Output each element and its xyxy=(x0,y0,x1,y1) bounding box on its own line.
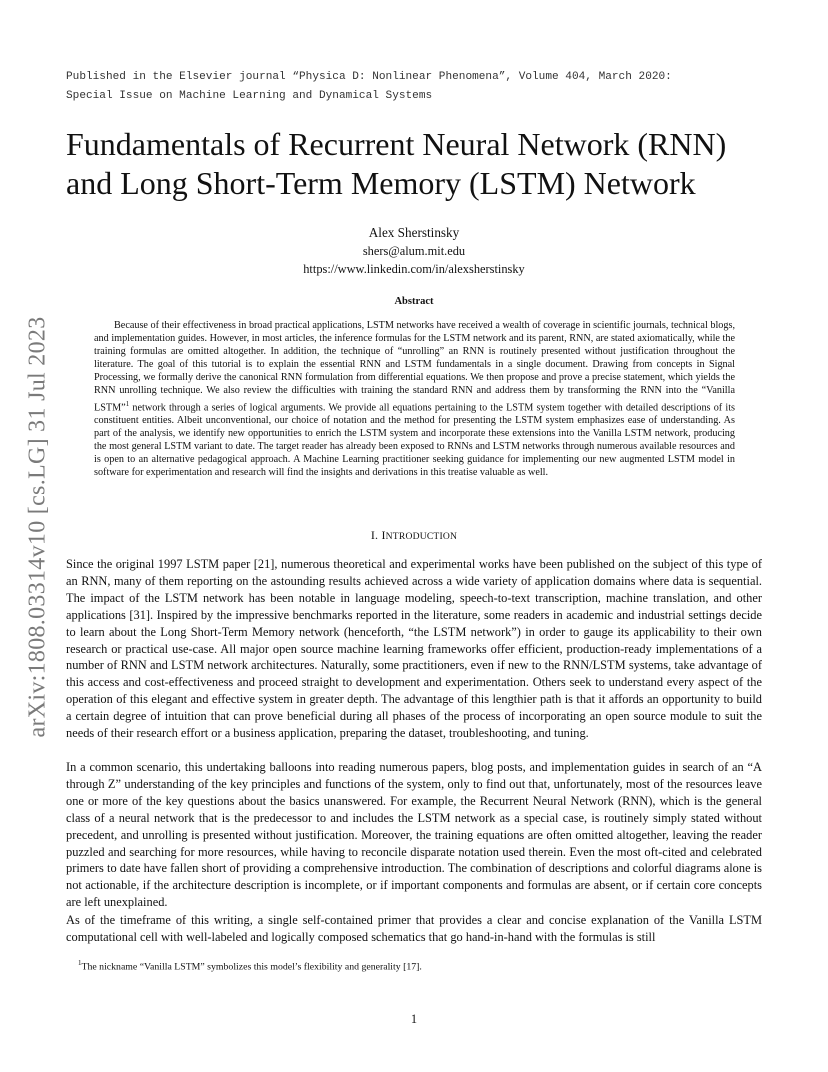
abstract-body xyxy=(94,319,735,480)
section-title-initial: I xyxy=(381,528,386,542)
body-paragraph: In a common scenario, this undertaking balloons into reading numerous papers, blog posts, and implementation guides in search of an “A through Z” understanding of the key principles and functions of the system, only to find out that, unfortunately, most of the resources leave one or more of the key questions about the basics unanswered. For example, the Recurrent Neural Network (RNN), which is the general class of a neural network that is the predecessor to and includes the LSTM network as a special case, is routinely simply stated without precedent, and unrolling is presented without justification. Moreover, the training equations are often omitted altogether, leaving the reader puzzled and searching for more resources, while having to reconcile disparate notation used therein. Even the most oft-cited and celebrated primers to date have fallen short of providing a comprehensive introduction. The combination of descriptions and colorful diagrams alone is not actionable, if the architecture description is incomplete, or if important components and formulas are absent, or if certain core concepts are left unexplained. xyxy=(66,760,762,910)
page-number: 1 xyxy=(410,1012,418,1026)
footnote xyxy=(78,957,768,973)
paper-title-line-2: and Long Short-Term Memory (LSTM) Network xyxy=(66,165,696,201)
author-profile-link[interactable]: https://www.linkedin.com/in/alexsherstinsky xyxy=(303,262,525,276)
journal-publication-note xyxy=(66,68,766,106)
footnote-marker: 1 xyxy=(78,959,82,967)
section-number: I. xyxy=(370,528,379,542)
author-name: Alex Sherstinsky xyxy=(368,225,460,240)
abstract-text-part-1: Because of their effectiveness in broad practical applications, LSTM networks have received a wealth of coverage in scientific journals, technical blogs, and implementation guides. However, in most articles, the inference formulas for the LSTM network and its parent, RNN, are stated axiomatically, while the training formulas are omitted altogether. In addition, the technique of “unrolling” an RNN is routinely presented without justification throughout the literature. The goal of this tutorial is to explain the essential RNN and LSTM fundamentals in a single document. Drawing from concepts in Signal Processing, we formally derive the canonical RNN formulation from differential equations. We then propose and prove a precise statement, which yields the RNN unrolling technique. We also review the difficulties with training the standard RNN and address them by transforming the RNN into the “Vanilla LSTM” xyxy=(94,320,735,413)
arxiv-identifier-stamp: arXiv:1808.03314v10 [cs.LG] 31 Jul 2023 xyxy=(24,316,51,738)
body-paragraph: Since the original 1997 LSTM paper [21], numerous theoretical and experimental works have been published on the subject of this type of an RNN, many of them reporting on the astounding results achieved across a wide variety of application domains where data is sequential. The impact of the LSTM network has been notable in language modeling, speech-to-text transcription, machine translation, and other applications [31]. Inspired by the impressive benchmarks reported in the literature, some readers in academic and industrial settings decide to learn about the Long Short-Term Memory network (henceforth, “the LSTM network”) in order to gauge its applicability to their own research or practical use-case. All major open source machine learning frameworks offer efficient, production-ready implementations of a number of RNN and LSTM network architectures. Naturally, some practitioners, even if new to the RNN/LSTM systems, take advantage of this access and cost-effectiveness and proceed straight to development and experimentation. Others seek to understand every aspect of the operation of this elegant and effective system in greater depth. The advantage of this lengthier path is that it affords an opportunity to build a certain degree of intuition that can prove beneficial during all phases of the process of incorporating an open source module to suit the needs of their research effort or a business application, preparing the dataset, troubleshooting, and tuning. xyxy=(66,557,762,741)
paper-title-line-1: Fundamentals of Recurrent Neural Network (RNN) xyxy=(66,126,727,162)
author-email[interactable]: shers@alum.mit.edu xyxy=(362,244,466,258)
journal-note-line-1: Published in the Elsevier journal “Physica D: Nonlinear Phenomena”, Volume 404, March 2020: xyxy=(66,71,672,83)
section-title xyxy=(381,528,457,542)
section-title-rest: NTRODUCTION xyxy=(385,531,458,542)
footnote-text: The nickname “Vanilla LSTM” symbolizes this model’s flexibility and generality [17]. xyxy=(81,961,422,973)
journal-note-line-2: Special Issue on Machine Learning and Dynamical Systems xyxy=(66,90,433,102)
abstract-text-part-2: network through a series of logical arguments. We provide all equations pertaining to the LSTM system together with detailed descriptions of its constituent entities. Albeit unconventional, our choice of notation and the method for presenting the LSTM system emphasizes ease of understanding. As part of the analysis, we identify new opportunities to enrich the LSTM system and incorporate these extensions into the Vanilla LSTM network, producing the most general LSTM variant to date. The target reader has already been exposed to RNNs and LSTM networks through numerous available resources and is open to an alternative pedagogical approach. A Machine Learning practitioner seeking guidance for implementing our new augmented LSTM model in software for experimentation and research will find the insights and derivations in this treatise valuable as well. xyxy=(94,401,735,479)
abstract-heading: Abstract xyxy=(394,296,434,307)
section-heading-introduction xyxy=(214,528,614,543)
body-paragraph: As of the timeframe of this writing, a single self-contained primer that provides a clear and concise explanation of the Vanilla LSTM computational cell with well-labeled and logically composed schematics that go hand-in-hand with the formulas is still xyxy=(66,913,762,944)
paper-title xyxy=(66,125,786,203)
author-block xyxy=(214,224,614,278)
abstract-footnote-marker[interactable]: 1 xyxy=(125,399,130,408)
